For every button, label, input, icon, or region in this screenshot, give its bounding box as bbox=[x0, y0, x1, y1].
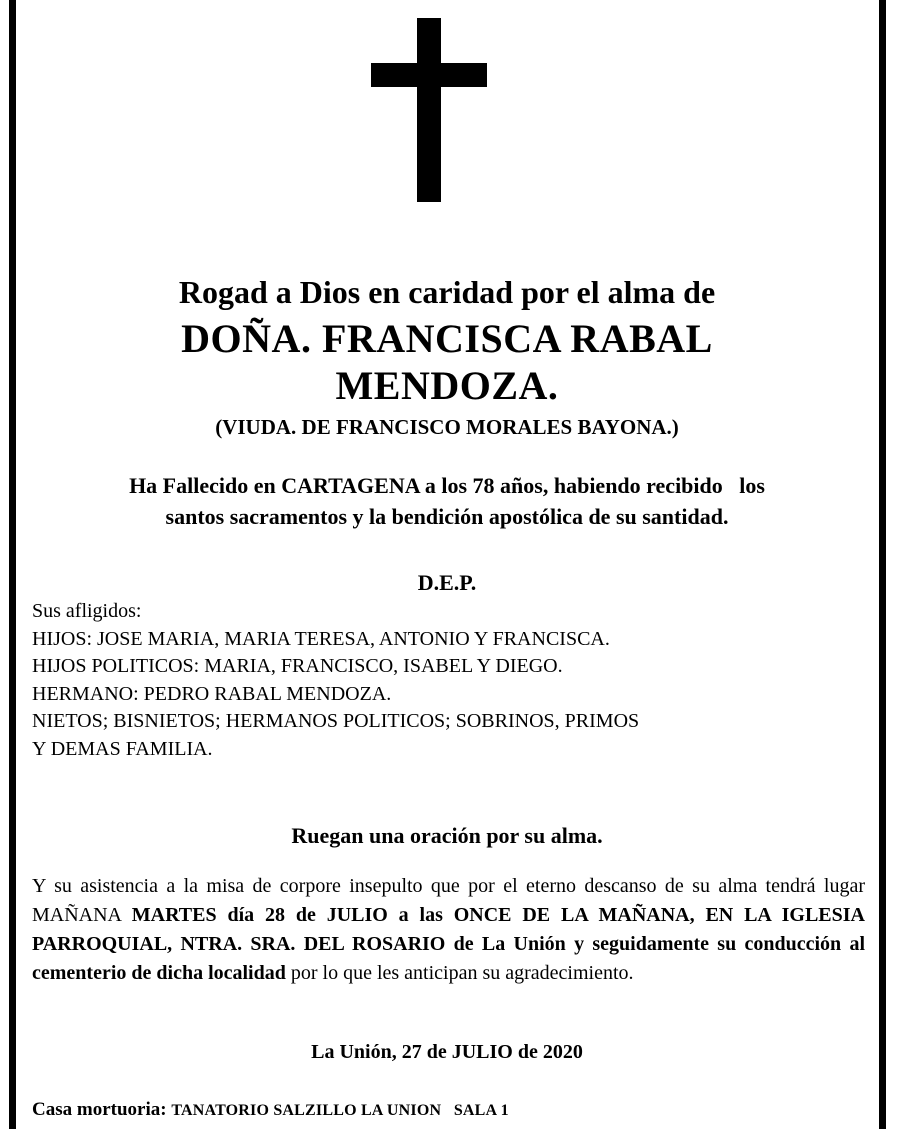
left-border bbox=[9, 0, 16, 1129]
cross-vertical-bar bbox=[417, 18, 441, 202]
funeral-home bbox=[32, 1096, 509, 1125]
funeral-home-value: TANATORIO SALZILLO LA UNION SALA 1 bbox=[171, 1102, 509, 1119]
dep-text: D.E.P. bbox=[417, 570, 477, 595]
family-line-in-laws: HIJOS POLITICOS: MARIA, FRANCISCO, ISABEL Y DIEGO. bbox=[32, 655, 563, 677]
mass-paragraph bbox=[32, 872, 865, 988]
death-notice-line2: santos sacramentos y la bendición apostólica de su santidad. bbox=[165, 504, 729, 529]
widow-of-text: (VIUDA. DE FRANCISCO MORALES BAYONA.) bbox=[215, 415, 679, 439]
family-line-children: HIJOS: JOSE MARIA, MARIA TERESA, ANTONIO Y FRANCISCA. bbox=[32, 627, 610, 650]
right-border bbox=[879, 0, 886, 1129]
mass-details: MARTES día 28 de JULIO a las ONCE DE LA MAÑANA, EN LA IGLESIA PARROQUIAL, NTRA. SRA. DEL ROSARIO de La Unión y seguidamente su conducción al cementerio de dicha localidad bbox=[32, 904, 865, 984]
mass-text-start: Y su asistencia a la misa de corpore insepulto que por el eterno descanso de su alma tendrá lugar MAÑANA bbox=[32, 875, 865, 926]
deceased-name-line1: DOÑA. FRANCISCA RABAL bbox=[181, 316, 713, 361]
family-line-relatives: NIETOS; BISNIETOS; HERMANOS POLITICOS; SOBRINOS, PRIMOS bbox=[32, 710, 640, 732]
date-line: La Unión, 27 de JULIO de 2020 bbox=[311, 1041, 583, 1063]
death-notice-line1: Ha Fallecido en CARTAGENA a los 78 años, habiendo recibido los bbox=[129, 473, 765, 498]
mass-text-end: por lo que les anticipan su agradecimiento. bbox=[285, 962, 634, 984]
invocation-text: Rogad a Dios en caridad por el alma de bbox=[178, 274, 716, 310]
funeral-home-label: Casa mortuoria: bbox=[32, 1099, 167, 1120]
death-notice bbox=[30, 470, 864, 532]
cross-horizontal-bar bbox=[371, 63, 487, 87]
family-intro: Sus afligidos: bbox=[32, 600, 142, 622]
family-line-brother: HERMANO: PEDRO RABAL MENDOZA. bbox=[32, 682, 392, 705]
prayer-request: Ruegan una oración por su alma. bbox=[291, 823, 603, 848]
family-list bbox=[32, 598, 639, 763]
family-line-rest: Y DEMAS FAMILIA. bbox=[32, 737, 213, 760]
deceased-name-line2: MENDOZA. bbox=[335, 363, 559, 408]
